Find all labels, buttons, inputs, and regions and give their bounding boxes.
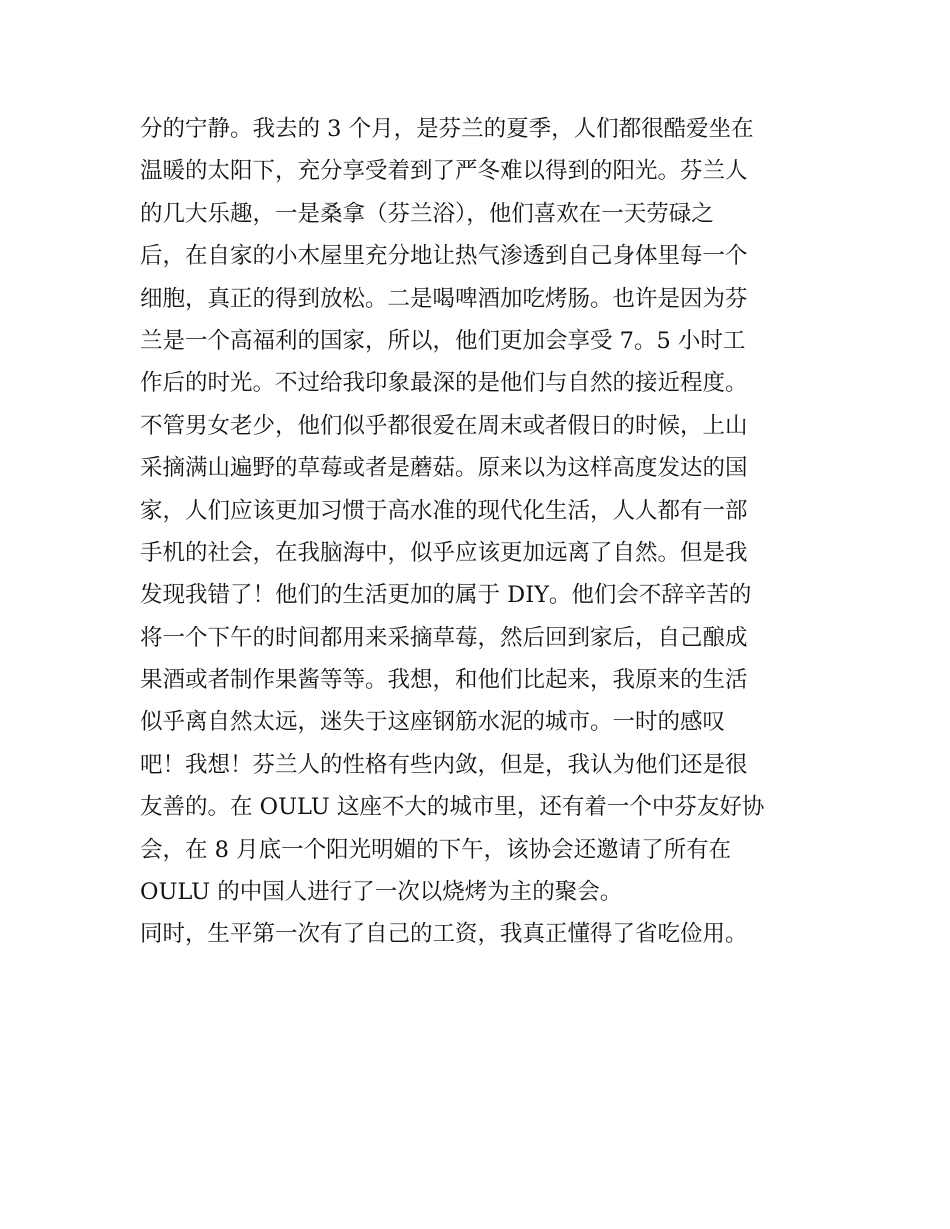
text-line: 温暖的太阳下，充分享受着到了严冬难以得到的阳光。芬兰人 bbox=[140, 158, 748, 185]
text-line: 同时，生平第一次有了自己的工资，我真正懂得了省吃俭用。 bbox=[140, 921, 748, 948]
paragraph-first-salary bbox=[140, 913, 820, 955]
text-line: 后，在自家的小木屋里充分地让热气渗透到自己身体里每一个 bbox=[140, 243, 748, 270]
text-line: 友善的。在 OULU 这座不大的城市里，还有着一个中芬友好协 bbox=[140, 794, 765, 821]
text-line: 似乎离自然太远，迷失于这座钢筋水泥的城市。一时的感叹 bbox=[140, 709, 726, 736]
text-line: 作后的时光。不过给我印象最深的是他们与自然的接近程度。 bbox=[140, 370, 748, 397]
text-line: 发现我错了！他们的生活更加的属于 DIY。他们会不辞辛苦的 bbox=[140, 582, 752, 609]
paragraph-finland-summer bbox=[140, 108, 820, 913]
text-line: 家，人们应该更加习惯于高水准的现代化生活，人人都有一部 bbox=[140, 497, 748, 524]
text-line: 果酒或者制作果酱等等。我想，和他们比起来，我原来的生活 bbox=[140, 667, 748, 694]
text-line: 采摘满山遍野的草莓或者是蘑菇。原来以为这样高度发达的国 bbox=[140, 455, 748, 482]
text-line: 会，在 8 月底一个阳光明媚的下午，该协会还邀请了所有在 bbox=[140, 836, 732, 863]
text-line: 手机的社会，在我脑海中，似乎应该更加远离了自然。但是我 bbox=[140, 539, 748, 566]
text-line: OULU 的中国人进行了一次以烧烤为主的聚会。 bbox=[140, 879, 623, 906]
text-line: 吧！我想！芬兰人的性格有些内敛，但是，我认为他们还是很 bbox=[140, 751, 748, 778]
text-line: 分的宁静。我去的 3 个月，是芬兰的夏季，人们都很酷爱坐在 bbox=[140, 116, 754, 142]
text-line: 的几大乐趣，一是桑拿（芬兰浴），他们喜欢在一天劳碌之 bbox=[140, 200, 714, 227]
text-line: 将一个下午的时间都用来采摘草莓，然后回到家后，自己酿成 bbox=[140, 624, 748, 651]
document-body bbox=[140, 108, 820, 956]
text-line: 不管男女老少，他们似乎都很爱在周末或者假日的时候，上山 bbox=[140, 412, 748, 439]
text-line: 细胞，真正的得到放松。二是喝啤酒加吃烤肠。也许是因为芬 bbox=[140, 285, 748, 312]
text-line: 兰是一个高福利的国家，所以，他们更加会享受 7。5 小时工 bbox=[140, 327, 746, 354]
